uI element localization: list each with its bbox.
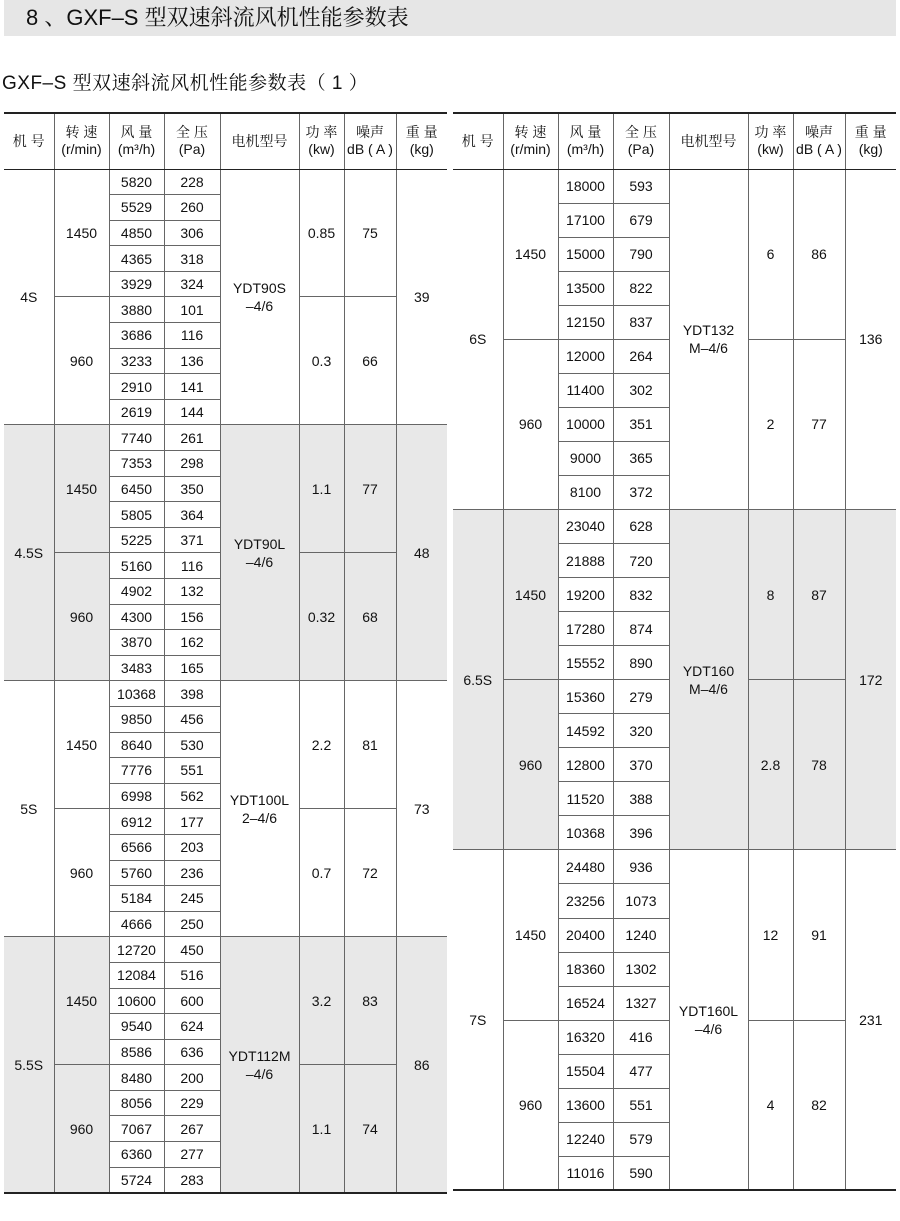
- noise-cell: 91: [793, 850, 845, 1020]
- pressure-cell: 636: [164, 1039, 220, 1065]
- motor-model-line1: YDT132: [682, 322, 735, 339]
- pressure-cell: 298: [164, 451, 220, 477]
- power-cell: 0.3: [299, 297, 344, 425]
- pressure-cell: 365: [613, 441, 669, 475]
- airflow-cell: 15360: [558, 680, 613, 714]
- header-speed: [54, 113, 109, 169]
- header-weight: [845, 113, 896, 169]
- header-power-unit: (kw): [757, 141, 784, 158]
- noise-cell: 74: [344, 1065, 396, 1193]
- pressure-cell: 261: [164, 425, 220, 451]
- speed-cell: 1450: [54, 425, 109, 553]
- power-cell: 0.7: [299, 809, 344, 937]
- model-cell: 4.5S: [4, 425, 54, 681]
- table-row: [453, 509, 896, 543]
- pressure-cell: 416: [613, 1020, 669, 1054]
- airflow-cell: 17280: [558, 612, 613, 646]
- header-airflow-unit: (m³/h): [117, 141, 156, 158]
- pressure-cell: 450: [164, 937, 220, 963]
- header-weight-unit: (kg): [858, 141, 883, 158]
- airflow-cell: 8100: [558, 475, 613, 509]
- pressure-cell: 456: [164, 706, 220, 732]
- header-pressure-label: 全 压: [176, 124, 208, 141]
- power-cell: 1.1: [299, 1065, 344, 1193]
- motor-model-line2: M–4/6: [689, 680, 728, 697]
- pressure-cell: 579: [613, 1122, 669, 1156]
- table-title: GXF–S 型双速斜流风机性能参数表（ 1 ）: [2, 73, 369, 94]
- pressure-cell: 162: [164, 630, 220, 656]
- motor-cell: [669, 850, 748, 1190]
- pressure-cell: 890: [613, 646, 669, 680]
- power-cell: 2.8: [748, 680, 793, 850]
- airflow-cell: 5160: [109, 553, 164, 579]
- pressure-cell: 593: [613, 169, 669, 203]
- pressure-cell: 628: [613, 509, 669, 543]
- pressure-cell: 229: [164, 1090, 220, 1116]
- airflow-cell: 5760: [109, 860, 164, 886]
- header-weight-label: 重 量: [405, 124, 438, 141]
- airflow-cell: 7067: [109, 1116, 164, 1142]
- power-cell: 2: [748, 339, 793, 509]
- airflow-cell: 13600: [558, 1088, 613, 1122]
- power-cell: 0.85: [299, 169, 344, 297]
- airflow-cell: 3870: [109, 630, 164, 656]
- pressure-cell: 1240: [613, 918, 669, 952]
- header-speed: [503, 113, 558, 169]
- airflow-cell: 6360: [109, 1142, 164, 1168]
- weight-cell: 73: [396, 681, 447, 937]
- motor-model-line1: YDT100L: [229, 791, 290, 808]
- motor-model-line1: YDT90L: [233, 535, 286, 552]
- airflow-cell: 7740: [109, 425, 164, 451]
- pressure-cell: 236: [164, 860, 220, 886]
- pressure-cell: 679: [613, 203, 669, 237]
- pressure-cell: 350: [164, 476, 220, 502]
- pressure-cell: 590: [613, 1156, 669, 1190]
- header-airflow-unit: (m³/h): [566, 141, 605, 158]
- noise-cell: 66: [344, 297, 396, 425]
- airflow-cell: 20400: [558, 918, 613, 952]
- pressure-cell: 398: [164, 681, 220, 707]
- airflow-cell: 3483: [109, 655, 164, 681]
- airflow-cell: 5225: [109, 527, 164, 553]
- pressure-cell: 228: [164, 169, 220, 195]
- header-airflow: [109, 113, 164, 169]
- airflow-cell: 12084: [109, 962, 164, 988]
- airflow-cell: 12720: [109, 937, 164, 963]
- motor-cell: [220, 169, 299, 425]
- table-row: [4, 681, 447, 707]
- airflow-cell: 18000: [558, 169, 613, 203]
- airflow-cell: 10368: [109, 681, 164, 707]
- pressure-cell: 267: [164, 1116, 220, 1142]
- motor-model-line2: –4/6: [694, 1020, 723, 1037]
- pressure-cell: 624: [164, 1014, 220, 1040]
- airflow-cell: 12800: [558, 748, 613, 782]
- pressure-cell: 351: [613, 407, 669, 441]
- pressure-cell: 388: [613, 782, 669, 816]
- header-speed-label: 转 速: [65, 124, 98, 141]
- airflow-cell: 6450: [109, 476, 164, 502]
- airflow-cell: 4365: [109, 246, 164, 272]
- motor-model-line2: –4/6: [245, 297, 274, 314]
- motor-cell: [220, 937, 299, 1193]
- section-title: 8 、GXF–S 型双速斜流风机性能参数表: [4, 0, 896, 36]
- airflow-cell: 9540: [109, 1014, 164, 1040]
- airflow-cell: 21888: [558, 544, 613, 578]
- noise-cell: 72: [344, 809, 396, 937]
- airflow-cell: 3929: [109, 271, 164, 297]
- pressure-cell: 364: [164, 502, 220, 528]
- airflow-cell: 8056: [109, 1090, 164, 1116]
- model-cell: 4S: [4, 169, 54, 425]
- airflow-cell: 12240: [558, 1122, 613, 1156]
- noise-cell: 77: [793, 339, 845, 509]
- noise-cell: 81: [344, 681, 396, 809]
- header-motor: 电机型号: [220, 113, 299, 169]
- header-weight: [396, 113, 447, 169]
- pressure-cell: 264: [613, 339, 669, 373]
- motor-model-line2: –4/6: [245, 1065, 274, 1082]
- header-pressure-unit: (Pa): [627, 141, 655, 158]
- table-row: [453, 850, 896, 884]
- power-cell: 4: [748, 1020, 793, 1190]
- header-speed-label: 转 速: [514, 124, 547, 141]
- header-airflow-label: 风 量: [120, 124, 153, 141]
- speed-cell: 1450: [54, 937, 109, 1065]
- airflow-cell: 5805: [109, 502, 164, 528]
- airflow-cell: 23040: [558, 509, 613, 543]
- motor-cell: [220, 681, 299, 937]
- pressure-cell: 832: [613, 578, 669, 612]
- airflow-cell: 23256: [558, 884, 613, 918]
- motor-model-line1: YDT160: [682, 662, 735, 679]
- pressure-cell: 600: [164, 988, 220, 1014]
- header-noise-label: 噪声: [356, 124, 384, 141]
- header-power: [299, 113, 344, 169]
- speed-cell: 960: [54, 809, 109, 937]
- weight-cell: 48: [396, 425, 447, 681]
- pressure-cell: 132: [164, 579, 220, 605]
- speed-cell: 1450: [503, 169, 558, 339]
- header-power-unit: (kw): [308, 141, 335, 158]
- airflow-cell: 2910: [109, 374, 164, 400]
- pressure-cell: 370: [613, 748, 669, 782]
- motor-cell: [669, 169, 748, 509]
- header-speed-unit: (r/min): [61, 141, 102, 158]
- header-speed-unit: (r/min): [510, 141, 551, 158]
- airflow-cell: 8586: [109, 1039, 164, 1065]
- pressure-cell: 837: [613, 305, 669, 339]
- airflow-cell: 11400: [558, 373, 613, 407]
- pressure-cell: 790: [613, 237, 669, 271]
- airflow-cell: 15504: [558, 1054, 613, 1088]
- motor-cell: [220, 425, 299, 681]
- header-weight-label: 重 量: [854, 124, 887, 141]
- pressure-cell: 116: [164, 323, 220, 349]
- header-noise: [344, 113, 396, 169]
- pressure-cell: 260: [164, 195, 220, 221]
- model-cell: 7S: [453, 850, 503, 1190]
- table-row: [4, 937, 447, 963]
- speed-cell: 1450: [503, 850, 558, 1020]
- airflow-cell: 5724: [109, 1167, 164, 1193]
- airflow-cell: 6998: [109, 783, 164, 809]
- pressure-cell: 136: [164, 348, 220, 374]
- header-noise: [793, 113, 845, 169]
- pressure-cell: 277: [164, 1142, 220, 1168]
- table-row: [4, 425, 447, 451]
- pressure-cell: 116: [164, 553, 220, 579]
- pressure-cell: 516: [164, 962, 220, 988]
- speed-cell: 960: [54, 553, 109, 681]
- pressure-cell: 1327: [613, 986, 669, 1020]
- noise-cell: 75: [344, 169, 396, 297]
- motor-model-line1: YDT90S: [233, 279, 286, 296]
- header-motor: 电机型号: [669, 113, 748, 169]
- weight-cell: 86: [396, 937, 447, 1193]
- pressure-cell: 874: [613, 612, 669, 646]
- power-cell: 8: [748, 509, 793, 679]
- noise-cell: 68: [344, 553, 396, 681]
- airflow-cell: 16524: [558, 986, 613, 1020]
- speed-cell: 960: [54, 297, 109, 425]
- speed-cell: 1450: [54, 169, 109, 297]
- pressure-cell: 936: [613, 850, 669, 884]
- pressure-cell: 822: [613, 271, 669, 305]
- pressure-cell: 141: [164, 374, 220, 400]
- airflow-cell: 9000: [558, 441, 613, 475]
- pressure-cell: 324: [164, 271, 220, 297]
- header-weight-unit: (kg): [409, 141, 434, 158]
- performance-table-left: [4, 112, 447, 1194]
- airflow-cell: 8480: [109, 1065, 164, 1091]
- pressure-cell: 551: [613, 1088, 669, 1122]
- table-row: [4, 169, 447, 195]
- pressure-cell: 250: [164, 911, 220, 937]
- speed-cell: 960: [503, 339, 558, 509]
- power-cell: 12: [748, 850, 793, 1020]
- airflow-cell: 12150: [558, 305, 613, 339]
- header-pressure-unit: (Pa): [178, 141, 206, 158]
- airflow-cell: 8640: [109, 732, 164, 758]
- airflow-cell: 12000: [558, 339, 613, 373]
- pressure-cell: 101: [164, 297, 220, 323]
- motor-model-line2: –4/6: [245, 553, 274, 570]
- header-pressure: [164, 113, 220, 169]
- header-power-label: 功 率: [754, 124, 787, 141]
- pressure-cell: 200: [164, 1065, 220, 1091]
- noise-cell: 83: [344, 937, 396, 1065]
- header-noise-label: 噪声: [805, 124, 833, 141]
- airflow-cell: 14592: [558, 714, 613, 748]
- airflow-cell: 19200: [558, 578, 613, 612]
- noise-cell: 77: [344, 425, 396, 553]
- airflow-cell: 4666: [109, 911, 164, 937]
- airflow-cell: 17100: [558, 203, 613, 237]
- pressure-cell: 1073: [613, 884, 669, 918]
- pressure-cell: 203: [164, 834, 220, 860]
- airflow-cell: 5184: [109, 886, 164, 912]
- pressure-cell: 306: [164, 220, 220, 246]
- header-model: 机 号: [453, 113, 503, 169]
- airflow-cell: 6566: [109, 834, 164, 860]
- power-cell: 2.2: [299, 681, 344, 809]
- header-power: [748, 113, 793, 169]
- header-airflow: [558, 113, 613, 169]
- noise-cell: 78: [793, 680, 845, 850]
- motor-model-line1: YDT160L: [678, 1002, 739, 1019]
- airflow-cell: 10000: [558, 407, 613, 441]
- power-cell: 6: [748, 169, 793, 339]
- airflow-cell: 4902: [109, 579, 164, 605]
- airflow-cell: 3233: [109, 348, 164, 374]
- pressure-cell: 283: [164, 1167, 220, 1193]
- airflow-cell: 5820: [109, 169, 164, 195]
- motor-cell: [669, 509, 748, 849]
- speed-cell: 960: [54, 1065, 109, 1193]
- pressure-cell: 165: [164, 655, 220, 681]
- pressure-cell: 372: [613, 475, 669, 509]
- model-cell: 6.5S: [453, 509, 503, 849]
- speed-cell: 1450: [503, 509, 558, 679]
- airflow-cell: 4300: [109, 604, 164, 630]
- pressure-cell: 477: [613, 1054, 669, 1088]
- motor-model-line2: 2–4/6: [241, 809, 278, 826]
- model-cell: 5S: [4, 681, 54, 937]
- airflow-cell: 11520: [558, 782, 613, 816]
- noise-cell: 87: [793, 509, 845, 679]
- model-cell: 6S: [453, 169, 503, 509]
- airflow-cell: 6912: [109, 809, 164, 835]
- pressure-cell: 302: [613, 373, 669, 407]
- airflow-cell: 3686: [109, 323, 164, 349]
- speed-cell: 1450: [54, 681, 109, 809]
- pressure-cell: 371: [164, 527, 220, 553]
- power-cell: 1.1: [299, 425, 344, 553]
- pressure-cell: 279: [613, 680, 669, 714]
- airflow-cell: 3880: [109, 297, 164, 323]
- pressure-cell: 530: [164, 732, 220, 758]
- weight-cell: 39: [396, 169, 447, 425]
- airflow-cell: 7776: [109, 758, 164, 784]
- weight-cell: 172: [845, 509, 896, 849]
- airflow-cell: 18360: [558, 952, 613, 986]
- header-airflow-label: 风 量: [569, 124, 602, 141]
- performance-table-right: [453, 112, 896, 1191]
- airflow-cell: 10368: [558, 816, 613, 850]
- airflow-cell: 5529: [109, 195, 164, 221]
- pressure-cell: 156: [164, 604, 220, 630]
- pressure-cell: 551: [164, 758, 220, 784]
- header-noise-unit: dB ( A ): [796, 141, 842, 158]
- airflow-cell: 13500: [558, 271, 613, 305]
- pressure-cell: 318: [164, 246, 220, 272]
- header-power-label: 功 率: [305, 124, 338, 141]
- airflow-cell: 11016: [558, 1156, 613, 1190]
- pressure-cell: 720: [613, 544, 669, 578]
- airflow-cell: 2619: [109, 399, 164, 425]
- right-table-body: [453, 169, 896, 1190]
- left-table-body: [4, 169, 447, 1193]
- speed-cell: 960: [503, 680, 558, 850]
- pressure-cell: 396: [613, 816, 669, 850]
- noise-cell: 86: [793, 169, 845, 339]
- pressure-cell: 245: [164, 886, 220, 912]
- model-cell: 5.5S: [4, 937, 54, 1193]
- motor-model-line2: M–4/6: [689, 340, 728, 357]
- airflow-cell: 24480: [558, 850, 613, 884]
- power-cell: 3.2: [299, 937, 344, 1065]
- motor-model-line1: YDT112M: [228, 1047, 291, 1064]
- pressure-cell: 1302: [613, 952, 669, 986]
- airflow-cell: 9850: [109, 706, 164, 732]
- airflow-cell: 16320: [558, 1020, 613, 1054]
- table-row: [453, 169, 896, 203]
- header-noise-unit: dB ( A ): [347, 141, 393, 158]
- pressure-cell: 177: [164, 809, 220, 835]
- pressure-cell: 144: [164, 399, 220, 425]
- pressure-cell: 562: [164, 783, 220, 809]
- airflow-cell: 15000: [558, 237, 613, 271]
- header-model: 机 号: [4, 113, 54, 169]
- noise-cell: 82: [793, 1020, 845, 1190]
- pressure-cell: 320: [613, 714, 669, 748]
- airflow-cell: 7353: [109, 451, 164, 477]
- weight-cell: 231: [845, 850, 896, 1190]
- header-pressure-label: 全 压: [625, 124, 657, 141]
- airflow-cell: 4850: [109, 220, 164, 246]
- airflow-cell: 15552: [558, 646, 613, 680]
- weight-cell: 136: [845, 169, 896, 509]
- power-cell: 0.32: [299, 553, 344, 681]
- airflow-cell: 10600: [109, 988, 164, 1014]
- speed-cell: 960: [503, 1020, 558, 1190]
- header-pressure: [613, 113, 669, 169]
